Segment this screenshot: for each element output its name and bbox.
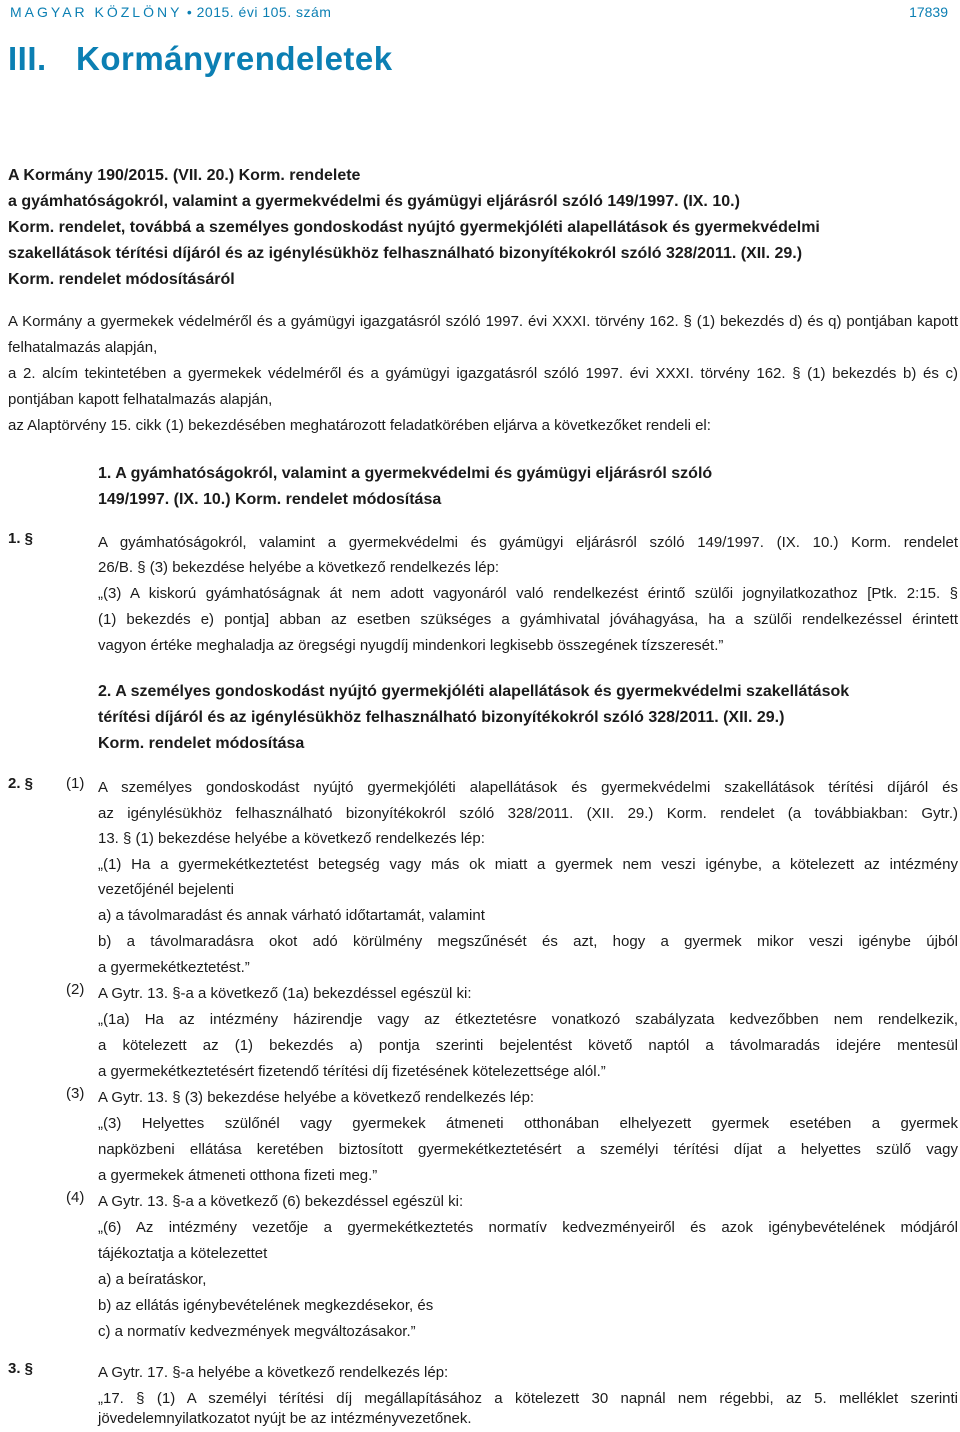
body-line: a kötelezett az (1) bekezdés a) pontja szerinti bejelentést követő naptól a távolmaradás idejére mentesül xyxy=(98,1037,958,1054)
paragraph-number-3: 3. § xyxy=(8,1360,34,1377)
body-line: tájékoztatja a kötelezettet xyxy=(98,1245,268,1262)
preamble-paragraph: a 2. alcím tekintetében a gyermekek védelméről és a gyámügyi igazgatásról szóló 1997. évi XXXI. törvény 162. § (1) bekezdés b) és c) pontjában kapott felhatalmazás alapján, xyxy=(8,365,958,408)
body-line: b) az ellátás igénybevételének megkezdésekor, és xyxy=(98,1297,434,1314)
section-heading-line: 149/1997. (IX. 10.) Korm. rendelet módosítása xyxy=(98,491,442,508)
body-line: A Gytr. 13. §-a a következő (6) bekezdéssel egészül ki: xyxy=(98,1193,464,1210)
section-1-heading xyxy=(98,461,938,513)
body-line: vagyon értéke meghaladja az öregségi nyugdíj mindenkori legkisebb összegének tízszeresét.” xyxy=(98,637,724,654)
body-line: (1) bekezdés e) pontja] abban az esetben szükséges a gyámhivatal jóváhagyása, ha a szülői rendelkezéssel érintett xyxy=(98,611,958,628)
chapter-title: Kormányrendeletek xyxy=(76,40,393,77)
body-line: 13. § (1) bekezdése helyébe a következő rendelkezés lép: xyxy=(98,830,485,847)
decree-title xyxy=(8,163,958,293)
body-line: a gyermekétkeztetésért fizetendő térítési díj fizetésének kötelezettsége alól.” xyxy=(98,1063,606,1080)
body-line: a gyermekétkeztetést.” xyxy=(98,959,250,976)
body-line: jövedelemnyilatkozatot nyújt be az intézményvezetőnek. xyxy=(98,1410,472,1427)
body-line: napközbeni ellátása keretében biztosított gyermekétkeztetésért a személyi térítési díjat a helyettes szülő vagy xyxy=(98,1141,958,1158)
section-heading-line: Korm. rendelet módosítása xyxy=(98,735,305,752)
body-line: A Gytr. 13. §-a a következő (1a) bekezdéssel egészül ki: xyxy=(98,985,472,1002)
body-line: A személyes gondoskodást nyújtó gyermekjóléti alapellátások és gyermekvédelmi szakellátások térítési díjáról és xyxy=(98,779,958,796)
body-line: 26/B. § (3) bekezdése helyébe a következő rendelkezés lép: xyxy=(98,559,500,576)
body-line: A Gytr. 17. §-a helyébe a következő rendelkezés lép: xyxy=(98,1364,449,1381)
preamble xyxy=(8,309,958,439)
body-line: A Gytr. 13. § (3) bekezdése helyébe a következő rendelkezés lép: xyxy=(98,1089,535,1106)
body-line: a) a távolmaradást és annak várható időtartamát, valamint xyxy=(98,907,485,924)
body-line: vezetőjénél bejelenti xyxy=(98,881,234,898)
paragraph-number-1: 1. § xyxy=(8,530,34,547)
body-line: az igénylésükhöz felhasználható bizonyítékokról szóló 328/2011. (XII. 29.) Korm. rendelet (a továbbiakban: Gytr.) xyxy=(98,805,958,822)
decree-title-line: A Kormány 190/2015. (VII. 20.) Korm. rendelete xyxy=(8,167,361,184)
chapter-number: III. xyxy=(8,40,47,77)
header-left xyxy=(10,4,331,20)
paragraph-number-2: 2. § xyxy=(8,775,34,792)
body-line: „17. § (1) A személyi térítési díj megállapításához a kötelezett 30 napnál nem régebbi, az 5. melléklet szerinti xyxy=(98,1390,958,1407)
page-header xyxy=(10,4,948,24)
body-line: a) a beíratáskor, xyxy=(98,1271,207,1288)
subsection-number: (2) xyxy=(66,981,85,998)
page-number: 17839 xyxy=(909,4,948,20)
header-bullet: • xyxy=(186,4,193,20)
body-line: „(3) Helyettes szülőnél vagy gyermekek átmeneti otthonában elhelyezett gyermek esetében a gyermek xyxy=(98,1115,958,1132)
body-line: c) a normatív kedvezmények megváltozásakor.” xyxy=(98,1323,416,1340)
body-line: a gyermekek átmeneti otthona fizeti meg.” xyxy=(98,1167,378,1184)
section-heading-line: 2. A személyes gondoskodást nyújtó gyermekjóléti alapellátások és gyermekvédelmi szakellátások xyxy=(98,683,850,700)
body-line: b) a távolmaradásra okot adó körülmény megszűnését és azt, hogy a gyermek mikor veszi igénybe újból xyxy=(98,933,958,950)
section-heading-line: 1. A gyámhatóságokról, valamint a gyermekvédelmi és gyámügyi eljárásról szóló xyxy=(98,465,713,482)
subsection-number: (4) xyxy=(66,1189,85,1206)
subsection-number: (1) xyxy=(66,775,85,792)
chapter-heading xyxy=(8,40,393,78)
subsection-number: (3) xyxy=(66,1085,85,1102)
preamble-paragraph: A Kormány a gyermekek védelméről és a gyámügyi igazgatásról szóló 1997. évi XXXI. törvény 162. § (1) bekezdés d) és q) pontjában kapott felhatalmazás alapján, xyxy=(8,313,958,356)
body-line: „(6) Az intézmény vezetője a gyermekétkeztetés normatív kedvezményeiről és azok igénybevételének módjáról xyxy=(98,1219,958,1236)
section-2-heading xyxy=(98,679,938,757)
decree-title-line: a gyámhatóságokról, valamint a gyermekvédelmi és gyámügyi eljárásról szóló 149/1997. (IX. 10.) xyxy=(8,193,740,210)
body-line: A gyámhatóságokról, valamint a gyermekvédelmi és gyámügyi eljárásról szóló 149/1997. (IX. 10.) Korm. rendelet xyxy=(98,534,958,551)
publication-name: MAGYAR KÖZLÖNY xyxy=(10,4,183,20)
body-line: „(1a) Ha az intézmény házirendje vagy az étkeztetésre vonatkozó szabályzata kedvezőbben nem rendelkezik, xyxy=(98,1011,958,1028)
body-line: „(1) Ha a gyermekétkeztetést betegség vagy más ok miatt a gyermek nem veszi igénybe, a kötelezett az intézmény xyxy=(98,856,958,873)
issue-number: 2015. évi 105. szám xyxy=(196,4,332,20)
body-line: „(3) A kiskorú gyámhatóságnak át nem adott vagyonáról való rendelkezést érintő szülői jognyilatkozathoz [Ptk. 2:15. § xyxy=(98,585,958,602)
decree-title-line: Korm. rendelet módosításáról xyxy=(8,271,235,288)
decree-title-line: Korm. rendelet, továbbá a személyes gondoskodást nyújtó gyermekjóléti alapellátások és gyermekvédelmi xyxy=(8,219,820,236)
preamble-paragraph: az Alaptörvény 15. cikk (1) bekezdésében meghatározott feladatkörében eljárva a következőket rendeli el: xyxy=(8,417,711,434)
decree-title-line: szakellátások térítési díjáról és az igénylésükhöz felhasználható bizonyítékokról szóló 328/2011. (XII. 29.) xyxy=(8,245,803,262)
section-heading-line: térítési díjáról és az igénylésükhöz felhasználható bizonyítékokról szóló 328/2011. (XII. 29.) xyxy=(98,709,785,726)
